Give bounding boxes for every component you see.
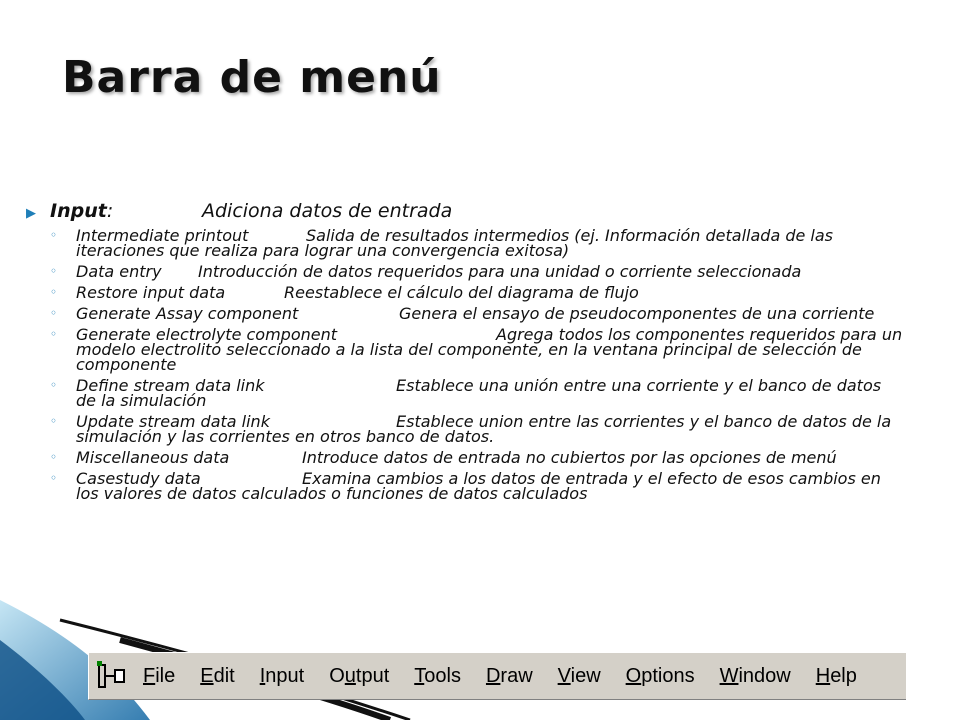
menu-item[interactable]: Draw xyxy=(485,664,533,687)
triangle-bullet-icon: ▶ xyxy=(26,206,36,221)
sub-bullet-list xyxy=(26,228,906,501)
circle-bullet-icon: ◦ xyxy=(50,327,58,341)
circle-bullet-icon: ◦ xyxy=(50,306,58,320)
circle-bullet-icon: ◦ xyxy=(50,471,58,485)
content-list xyxy=(26,200,906,507)
slide-title: Barra de menú xyxy=(62,52,442,103)
item-term: Define stream data link xyxy=(76,376,265,395)
circle-bullet-icon: ◦ xyxy=(50,378,58,392)
menu-item[interactable]: Input xyxy=(259,664,305,687)
item-term: Restore input data xyxy=(76,283,226,302)
item-term: Generate Assay component xyxy=(76,304,299,323)
item-term: Data entry xyxy=(76,262,162,281)
item-description: Establece una unión entre una corriente y el banco de datos de la simulación xyxy=(76,376,882,410)
menu-item[interactable]: View xyxy=(557,664,601,687)
item-description: Reestablece el cálculo del diagrama de flujo xyxy=(284,283,639,302)
circle-bullet-icon: ◦ xyxy=(50,264,58,278)
list-item xyxy=(50,264,906,279)
circle-bullet-icon: ◦ xyxy=(50,285,58,299)
item-description: Agrega todos los componentes requeridos para un modelo electrolito seleccionado a la lista del componente, en la ventana principal de selección de componente xyxy=(76,325,903,374)
item-term: Casestudy data xyxy=(76,469,201,488)
circle-bullet-icon: ◦ xyxy=(50,414,58,428)
bullet-term: Input: xyxy=(50,200,114,222)
main-bullet xyxy=(26,200,906,222)
list-item xyxy=(50,306,906,321)
item-description: Salida de resultados intermedios (ej. Información detallada de las iteraciones que realiza para lograr una convergencia exitosa) xyxy=(76,226,833,260)
item-description: Establece union entre las corrientes y el banco de datos de la simulación y las corrientes en otros banco de datos. xyxy=(76,412,892,446)
item-term: Intermediate printout xyxy=(76,226,249,245)
bullet-description: Adiciona datos de entrada xyxy=(202,200,453,222)
item-description: Introducción de datos requeridos para una unidad o corriente seleccionada xyxy=(198,262,802,281)
circle-bullet-icon: ◦ xyxy=(50,450,58,464)
list-item xyxy=(50,228,906,258)
item-term: Update stream data link xyxy=(76,412,270,431)
menu-item[interactable]: Options xyxy=(625,664,695,687)
menu-item[interactable]: File xyxy=(143,664,176,687)
menu-bar xyxy=(88,652,906,700)
menu-item[interactable]: Edit xyxy=(200,664,235,687)
item-description: Genera el ensayo de pseudocomponentes de una corriente xyxy=(399,304,875,323)
menu-item[interactable]: Window xyxy=(719,664,791,687)
item-term: Miscellaneous data xyxy=(76,448,230,467)
app-flowsheet-icon[interactable] xyxy=(97,661,127,691)
list-item xyxy=(50,378,906,408)
item-description: Introduce datos de entrada no cubiertos por las opciones de menú xyxy=(302,448,837,467)
item-term: Generate electrolyte component xyxy=(76,325,338,344)
circle-bullet-icon: ◦ xyxy=(50,228,58,242)
menu-item[interactable]: Help xyxy=(815,664,857,687)
list-item xyxy=(50,285,906,300)
list-item xyxy=(50,414,906,444)
list-item xyxy=(50,327,906,372)
list-item xyxy=(50,471,906,501)
menu-item[interactable]: Tools xyxy=(414,664,461,687)
list-item xyxy=(50,450,906,465)
item-description: Examina cambios a los datos de entrada y el efecto de esos cambios en los valores de datos calculados o funciones de datos calculados xyxy=(76,469,881,503)
menu-item[interactable]: Output xyxy=(329,664,390,687)
